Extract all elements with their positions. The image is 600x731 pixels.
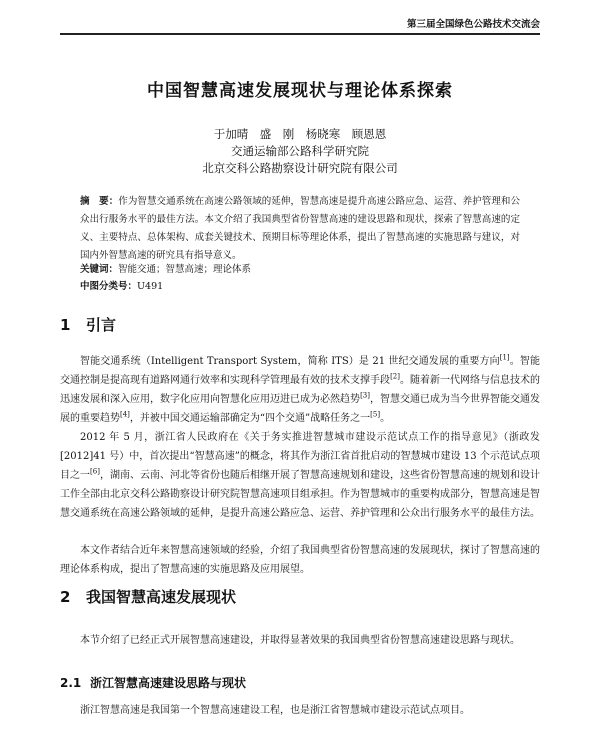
citation[interactable]: [3]: [360, 391, 370, 400]
paper-title: 中国智慧高速发展现状与理论体系探索: [147, 81, 453, 101]
text-run: ，并被中国交通运输部确定为“四个交通”战略任务之一: [129, 413, 371, 424]
text-run: 。随着新一代网络与信息技术的迅速发展和深入应用，数字化应用向智慧化应用迈进已成为必然趋势: [60, 375, 541, 405]
section-1-title: 引言: [86, 316, 117, 334]
citation[interactable]: [2]: [390, 372, 400, 381]
section-2-number: 2: [60, 588, 71, 606]
section-1-paragraph-2: [60, 428, 540, 523]
text-run: ，智慧交通已成为当今世界智能交通发展的重要趋势: [60, 394, 541, 424]
clc-value: U491: [137, 281, 164, 292]
keywords-label: 关键词：: [80, 264, 119, 275]
text-run: 。智能交通控制是提高现有道路网通行效率和实现科学管理最有效的技术支撑手段: [60, 356, 541, 386]
affiliation-1: 交通运输部公路科学研究院: [231, 144, 369, 158]
text-run: 智能交通系统（Intelligent Transport System，简称 ITS）是 21 世纪交通发展的重要方向: [80, 356, 500, 367]
section-1-number: 1: [60, 316, 71, 334]
subsection-2-1-paragraph-1: 浙江智慧高速是我国第一个智慧高速建设工程，也是浙江省智慧城市建设示范试点项目。: [80, 705, 470, 716]
citation[interactable]: [6]: [90, 467, 100, 476]
section-1-heading: [60, 314, 116, 335]
citation[interactable]: [5]: [370, 410, 381, 419]
running-header: [60, 8, 540, 35]
running-header-title: 第三届全国绿色公路技术交流会: [406, 19, 540, 30]
text-run: 2012 年 5 月，浙江省人民政府在《关于务实推进智慧城市建设示范试点工作的指导意见》（浙政发[2012]41 号）中，首次提出“智慧高速”的概念，将其作为浙江省首批启动的智慧城市建设 13 个示范试点项目之一: [60, 432, 540, 481]
keywords-text: 智能交通；智慧高速；理论体系: [118, 264, 252, 275]
subsection-2-1-heading: [60, 674, 246, 691]
abstract: [80, 193, 520, 265]
section-1-paragraph-3: 本文作者结合近年来智慧高速领域的经验，介绍了我国典型省份智慧高速的发展现状，探讨了智慧高速的理论体系构成，提出了智慧高速的实施思路及应用展望。: [60, 545, 540, 575]
citation[interactable]: [1]: [499, 353, 510, 362]
section-2-title: 我国智慧高速发展现状: [86, 588, 237, 606]
section-2-paragraph-1: 本节介绍了已经正式开展智慧高速建设，并取得显著效果的我国典型省份智慧高速建设思路与现状。: [80, 635, 520, 646]
classification: [80, 279, 520, 295]
clc-label: 中图分类号：: [80, 281, 138, 292]
author-block: [40, 126, 560, 177]
subsection-2-1-number: 2.1: [60, 676, 82, 690]
citation[interactable]: [4]: [120, 410, 130, 419]
abstract-label: 摘 要：: [80, 196, 119, 207]
author-names: 于加晴 盛 刚 杨晓寒 顾恩恩: [213, 127, 387, 141]
section-1-paragraph-1: [60, 352, 540, 428]
keywords: [80, 262, 520, 278]
section-2-heading: [60, 586, 236, 607]
affiliation-2: 北京交科公路勘察设计研究院有限公司: [202, 161, 398, 175]
text-run: 。: [380, 413, 391, 424]
subsection-2-1-title: 浙江智慧高速建设思路与现状: [90, 676, 247, 690]
abstract-text: 作为智慧交通系统在高速公路领域的延伸，智慧高速是提升高速公路应急、运营、养护管理和公众出行服务水平的最佳方法。本文介绍了我国典型省份智慧高速的建设思路和现状，探索了智慧高速的定义、主要特点、总体架构、成套关键技术、预期目标等理论体系，提出了智慧高速的实施思路与建议，对国内外智慧高速的研究具有指导意义。: [80, 196, 520, 261]
text-run: ，湖南、云南、河北等省份也随后相继开展了智慧高速规划和建设，这些省份智慧高速的规划和设计工作全部由北京交科公路勘察设计研究院智慧高速项目组承担。作为智慧城市的重要构成部分，智慧高速是智慧交通系统在高速公路领域的延伸，是提升高速公路应急、运营、养护管理和公众出行服务水平的最佳方法。: [60, 470, 541, 519]
